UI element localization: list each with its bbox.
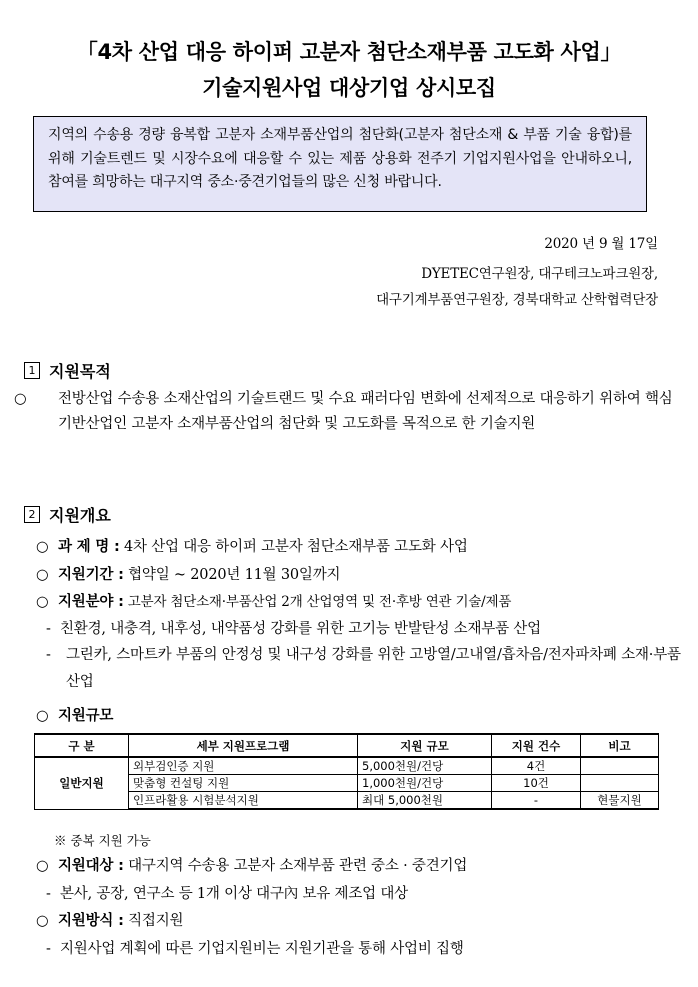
section-1-heading [24,359,111,382]
title-line-2: 기술지원사업 대상기업 상시모집 [202,76,496,100]
method-label: 지원방식 : [58,913,124,929]
field-sub-1 [46,617,541,638]
bullet-circle: ○ [36,708,49,724]
intro-box: 지역의 수송용 경량 융복합 고분자 소재부품산업의 첨단화(고분자 첨단소재 & 부품 기술 융합)를 위해 기술트렌드 및 시장수요에 대응할 수 있는 제품 상용화 전주기 기업지원사업을 안내하오니, 참여를 희망하는 대구지역 중소·중견기업들의 많은 신청 바랍니다. [33,116,647,212]
organizations-line-1: DYETEC연구원장, 대구테크노파크원장, [421,266,658,282]
target-sub-text: 본사, 공장, 연구소 등 1개 이상 대구內 보유 제조업 대상 [60,886,408,902]
note-cell: 현물지원 [581,792,659,810]
bullet-circle: ○ [36,858,49,874]
dash: - [46,941,51,957]
dash: - [46,886,51,902]
target-value: 대구지역 수송용 고분자 소재부품 관련 중소 · 중견기업 [123,858,468,874]
section-2-title: 지원개요 [49,506,111,525]
scale-label: 지원규모 [58,708,114,724]
scale-line [36,704,113,725]
title-line-1: 「4차 산업 대응 하이퍼 고분자 첨단소재부품 고도화 사업」 [76,40,622,64]
section-1-number: 1 [24,362,40,379]
bullet-circle: ○ [14,391,27,407]
target-sub [46,882,408,903]
project-name-line [36,535,468,556]
bullet-circle: ○ [36,567,49,583]
header-category: 구 분 [35,734,129,757]
section-1-purpose [14,387,690,437]
section-1-title: 지원목적 [49,362,111,381]
organizations-line-2: 대구기계부품연구원장, 경북대학교 산학협력단장 [376,292,658,308]
scale-cell: 1,000천원/건당 [358,775,492,792]
field-sub-1-text: 친환경, 내충격, 내후성, 내약품성 강화를 위한 고기능 반발탄성 소재부품 산업 [60,621,541,637]
purpose-text: 전방산업 수송용 소재산업의 기술트랜드 및 수요 패러다임 변화에 선제적으로 대응하기 위하여 핵심 기반산업인 고분자 소재부품산업의 첨단화 및 고도화를 목적으로 한 기술지원 [58,391,673,432]
header-scale: 지원 규모 [358,734,492,757]
field-label: 지원분야 : [58,594,124,610]
table-row [35,775,659,792]
method-line [36,909,183,930]
target-line [36,854,467,875]
support-scale-table [34,733,659,810]
field-sub-2 [46,642,688,696]
count-cell: - [492,792,581,810]
project-label: 과 제 명 : [58,539,120,555]
count-cell: 10건 [492,775,581,792]
method-sub [46,937,464,958]
dash: - [46,647,51,663]
bullet-circle: ○ [36,594,49,610]
program-cell: 맞춤형 컨설팅 지원 [129,775,358,792]
date: 2020 년 9 월 17일 [544,236,658,252]
field-sub-2-text: 그린카, 스마트카 부품의 안정성 및 내구성 강화를 위한 고방열/고내열/흡차음/전자파차폐 소재·부품 산업 [66,647,681,690]
table-header-row [35,734,659,757]
header-note: 비고 [581,734,659,757]
target-label: 지원대상 : [58,858,124,874]
table-row [35,757,659,775]
table-row [35,792,659,810]
header-program: 세부 지원프로그램 [129,734,358,757]
period-value: 협약일 ~ 2020년 11월 30일까지 [123,567,341,583]
period-label: 지원기간 : [58,567,124,583]
period-line [36,563,340,584]
method-sub-text: 지원사업 계획에 따른 기업지원비는 지원기관을 통해 사업비 집행 [60,941,464,957]
field-line [36,590,511,611]
group-cell: 일반지원 [35,757,129,809]
section-2-heading [24,503,111,526]
program-cell: 인프라활용 시험분석지원 [129,792,358,810]
scale-cell: 최대 5,000천원 [358,792,492,810]
scale-cell: 5,000천원/건당 [358,757,492,775]
section-2-number: 2 [24,506,40,523]
program-cell: 외부검인증 지원 [129,757,358,775]
note-cell [581,757,659,775]
duplicate-note: ※ 중복 지원 가능 [54,833,151,848]
count-cell: 4건 [492,757,581,775]
method-value: 직접지원 [123,913,184,929]
note-cell [581,775,659,792]
project-value: 4차 산업 대응 하이퍼 고분자 첨단소재부품 고도화 사업 [119,539,468,555]
dash: - [46,621,51,637]
bullet-circle: ○ [36,913,49,929]
bullet-circle: ○ [36,539,49,555]
field-value: 고분자 첨단소재·부품산업 2개 산업영역 및 전·후방 연관 기술/제품 [123,594,512,610]
header-count: 지원 건수 [492,734,581,757]
